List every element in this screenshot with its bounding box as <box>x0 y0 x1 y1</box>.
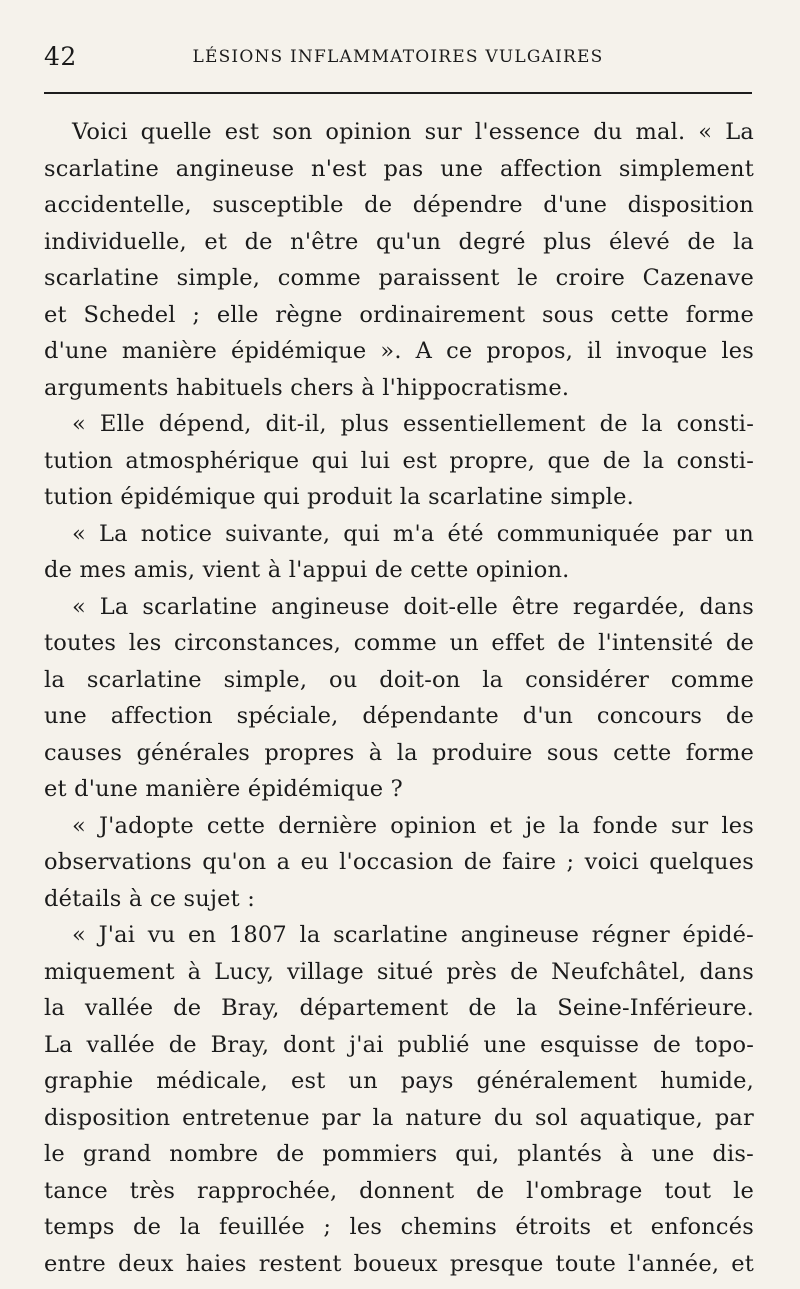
text-line: tution épidémique qui produit la scarlatine simple. <box>44 484 634 510</box>
text-line: miquement à Lucy, village situé près de Neufchâtel, dans <box>44 958 754 985</box>
text-line: scarlatine simple, comme paraissent le croire Cazenave <box>44 265 754 291</box>
text-line: « J'ai vu en 1807 la scarlatine angineuse régner épidé- <box>72 922 754 948</box>
text-line: disposition entretenue par la nature du sol aquatique, par <box>44 1104 754 1131</box>
text-line: « La scarlatine angineuse doit-elle être regardée, dans <box>72 593 754 620</box>
body-text <box>44 114 754 1282</box>
text-line: le grand nombre de pommiers qui, plantés à une dis- <box>44 1141 754 1167</box>
text-line: toutes les circonstances, comme un effet de l'intensité de <box>44 630 754 656</box>
text-line: arguments habituels chers à l'hippocratisme. <box>44 374 570 401</box>
text-line: détails à ce sujet : <box>44 885 256 912</box>
text-line: La vallée de Bray, dont j'ai publié une esquisse de topo- <box>44 1031 754 1058</box>
text-line: « Elle dépend, dit-il, plus essentiellement de la consti- <box>72 411 754 437</box>
text-line: « La notice suivante, qui m'a été communiquée par un <box>72 520 754 547</box>
text-line: individuelle, et de n'être qu'un degré plus élevé de la <box>44 228 754 255</box>
text-line: la scarlatine simple, ou doit-on la considérer comme <box>44 666 754 693</box>
text-line: entre deux haies restent boueux presque toute l'année, et <box>44 1250 754 1277</box>
text-line: la vallée de Bray, département de la Seine-Inférieure. <box>44 995 754 1021</box>
text-line: tance très rapprochée, donnent de l'ombrage tout le <box>44 1177 754 1204</box>
text-line: « J'adopte cette dernière opinion et je la fonde sur les <box>72 812 754 839</box>
text-line: d'une manière épidémique ». A ce propos, il invoque les <box>44 338 754 364</box>
running-title: LÉSIONS INFLAMMATOIRES VULGAIRES <box>192 47 604 67</box>
text-line: de mes amis, vient à l'appui de cette opinion. <box>44 557 570 583</box>
header-rule <box>44 92 752 94</box>
text-line: accidentelle, susceptible de dépendre d'une disposition <box>44 192 754 218</box>
text-line: scarlatine angineuse n'est pas une affection simplement <box>44 155 754 182</box>
text-line: et Schedel ; elle règne ordinairement sous cette forme <box>44 301 754 328</box>
text-line: une affection spéciale, dépendante d'un concours de <box>44 703 754 729</box>
text-line: Voici quelle est son opinion sur l'essence du mal. « La <box>72 119 754 145</box>
text-line: temps de la feuillée ; les chemins étroits et enfoncés <box>44 1214 754 1240</box>
text-line: tution atmosphérique qui lui est propre, que de la consti- <box>44 447 754 474</box>
text-line: causes générales propres à la produire sous cette forme <box>44 739 754 766</box>
text-line: graphie médicale, est un pays généralement humide, <box>44 1068 754 1094</box>
text-line: et d'une manière épidémique ? <box>44 776 403 802</box>
page-number: 42 <box>44 42 77 71</box>
text-line: observations qu'on a eu l'occasion de faire ; voici quelques <box>44 849 754 875</box>
page-header <box>44 42 752 76</box>
